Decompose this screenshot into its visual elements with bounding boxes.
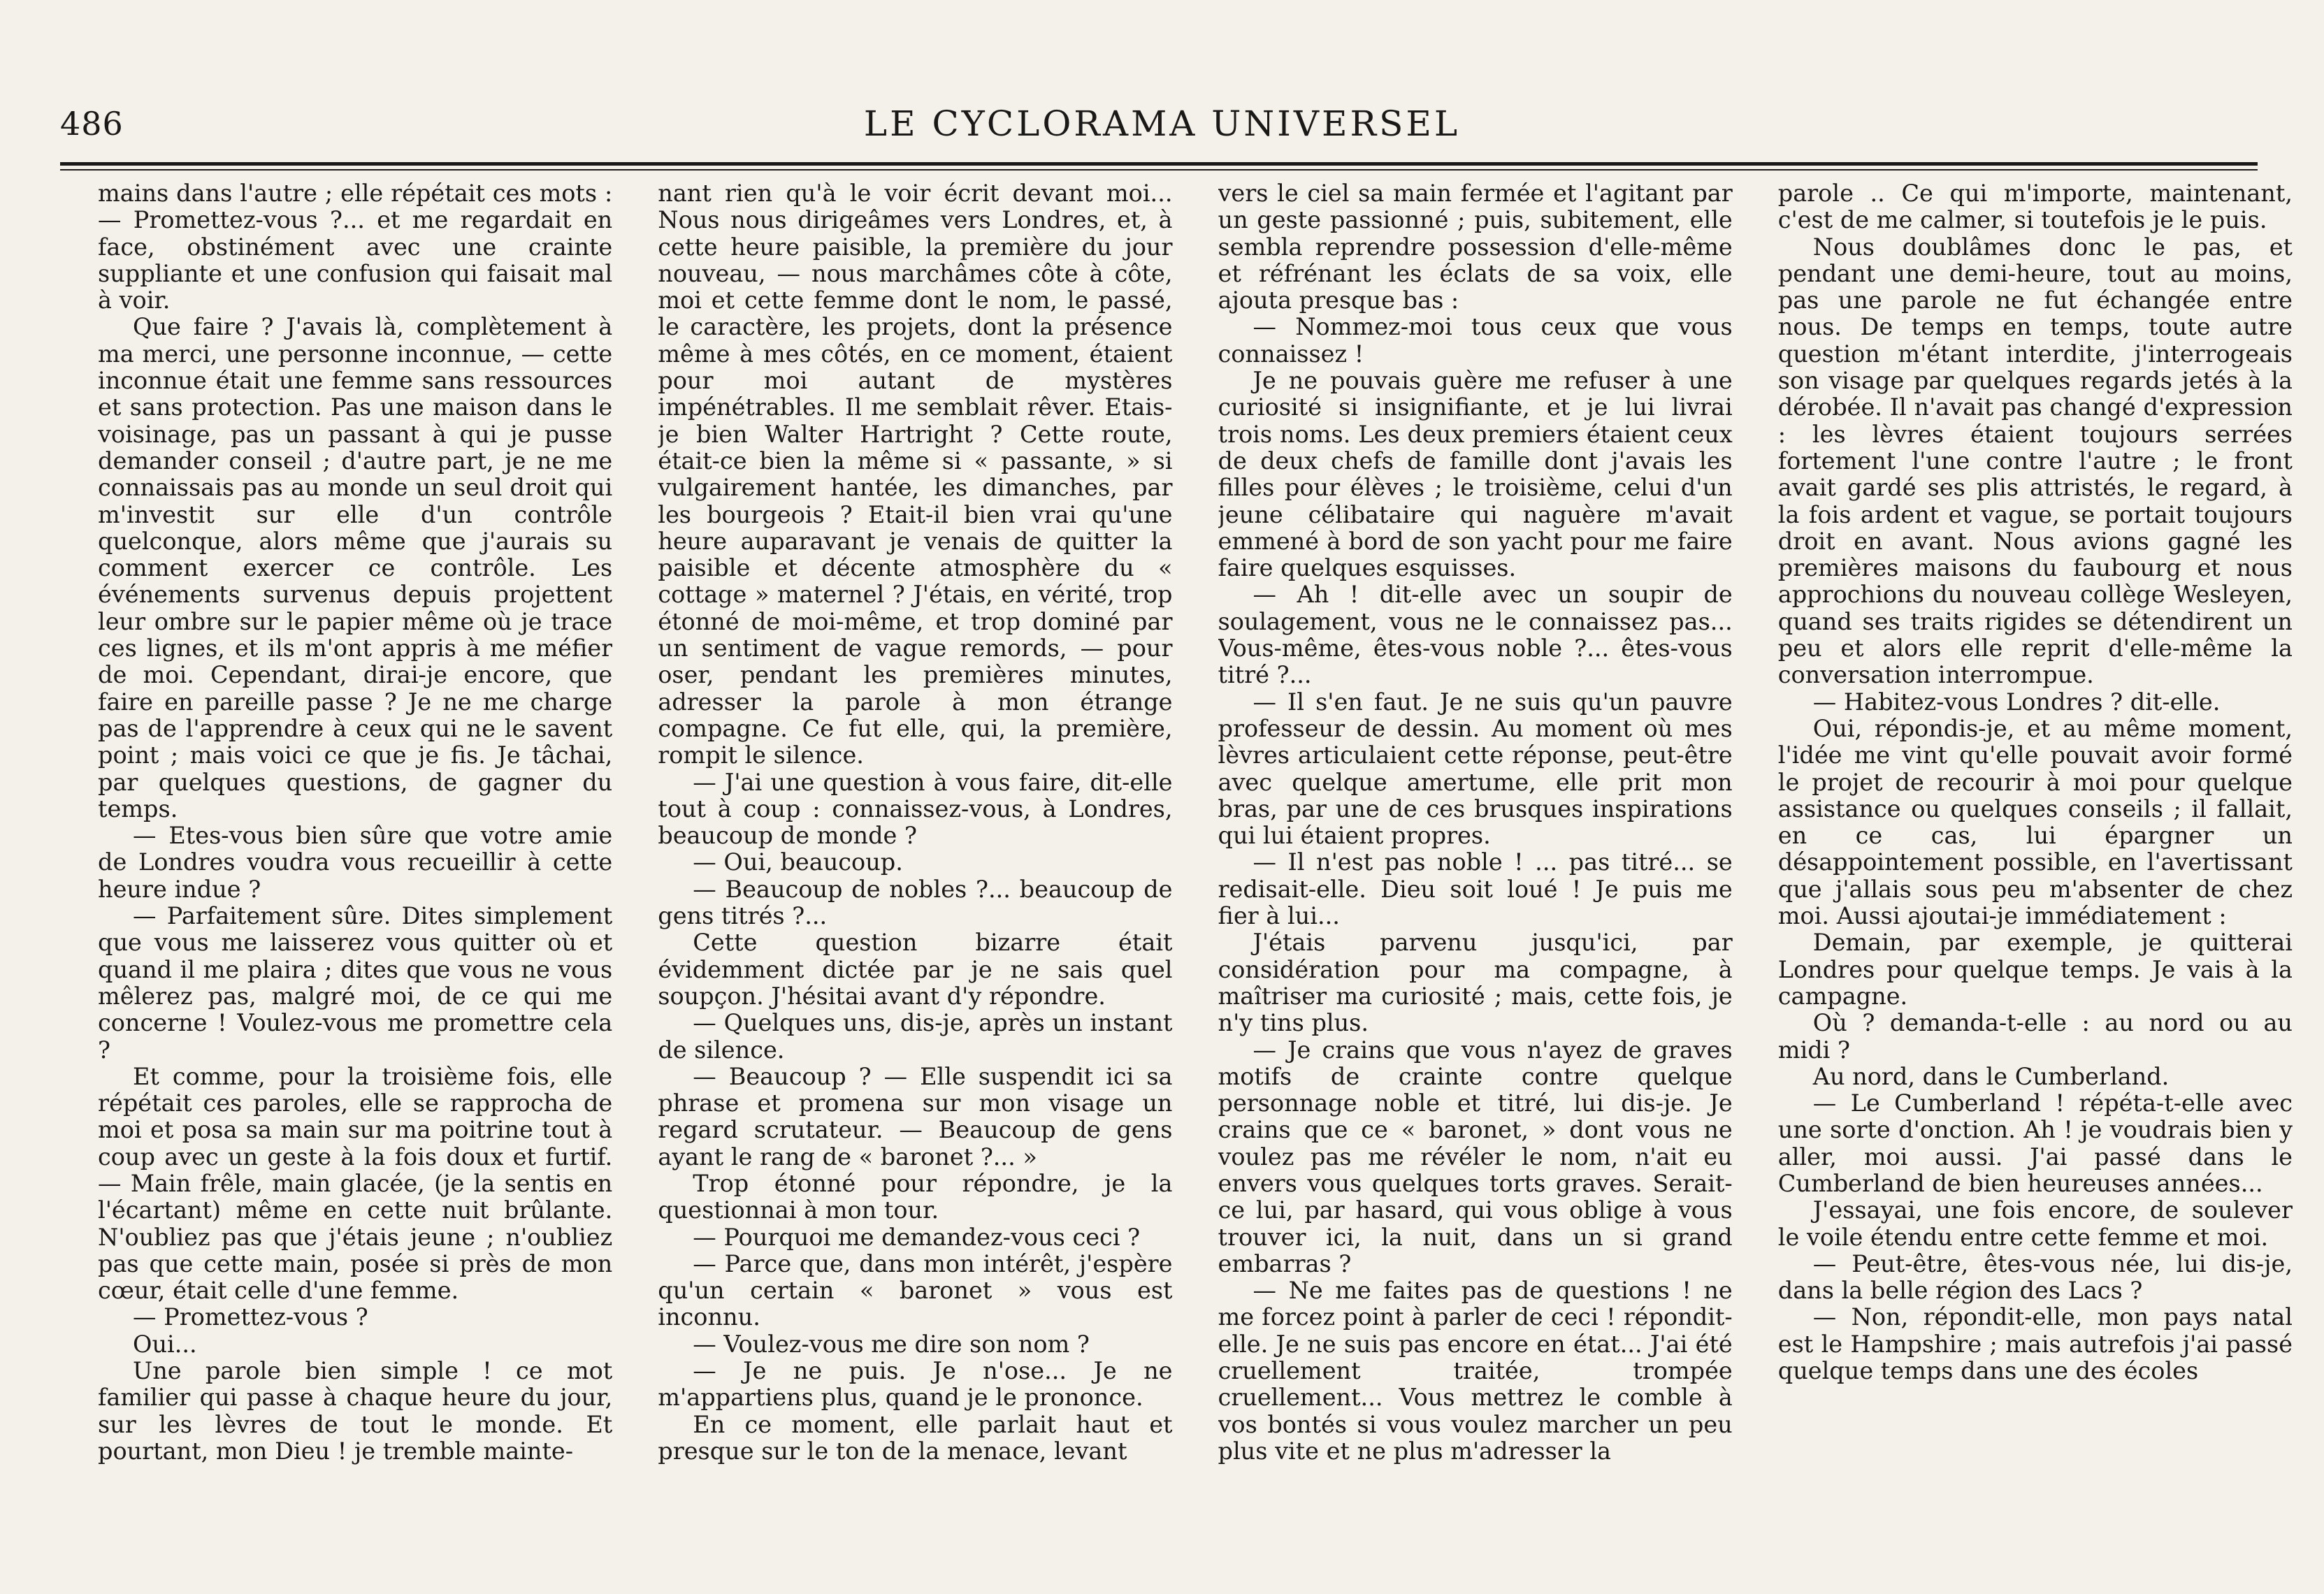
- paragraph: Cette question bizarre était évidemment dictée par je ne sais quel soupçon. J'hésitai avant d'y répondre.: [658, 929, 1173, 1010]
- paragraph: — Il s'en faut. Je ne suis qu'un pauvre professeur de dessin. Au moment où mes lèvres articulaient cette réponse, peut-être avec quelque amertume, elle prit mon bras, par une de ces brusques inspirations qui lui étaient propres.: [1218, 688, 1733, 850]
- column-2: [658, 180, 1172, 1543]
- paragraph: vers le ciel sa main fermée et l'agitant par un geste passionné ; puis, subitement, elle sembla reprendre possession d'elle-même et réfrénant les éclats de sa voix, elle ajouta presque bas :: [1218, 180, 1733, 314]
- paragraph: — Oui, beaucoup.: [693, 848, 903, 876]
- paragraph: — Beaucoup ? — Elle suspendit ici sa phrase et promena sur mon visage un regard scrutateur. — Beaucoup de gens ayant le rang de « baronet ?... »: [658, 1062, 1173, 1171]
- paragraph: Oui...: [133, 1330, 197, 1358]
- paragraph: Nous doublâmes donc le pas, et pendant une demi-heure, tout au moins, pas une parole ne fut échangée entre nous. De temps en temps, toute autre question m'étant interdite, j'interrogeais son visage par quelques regards jetés à la dérobée. Il n'avait pas changé d'expression : les lèvres étaient toujours serrées fortement l'une contre l'autre ; le front avait gardé ses plis attristés, le regard, à la fois ardent et vague, se portait toujours droit en avant. Nous avions gagné les premières maisons du faubourg et nous approchions du nouveau collège Wesleyen, quand ses traits rigides se détendirent un peu et alors elle reprit d'elle-même la conversation interrompue.: [1777, 233, 2293, 689]
- paragraph: — Ah ! dit-elle avec un soupir de soulagement, vous ne le connaissez pas... Vous-même, êtes-vous noble ?... êtes-vous titré ?...: [1218, 581, 1733, 689]
- paragraph: Et comme, pour la troisième fois, elle répétait ces paroles, elle se rapprocha de moi et posa sa main sur ma poitrine tout à coup avec un geste à la fois doux et furtif. — Main frêle, main glacée, (je la sentis en l'écartant) même en cette nuit brûlante. N'oubliez pas que j'étais jeune ; n'oubliez pas que cette main, posée si près de mon cœur, était celle d'une femme.: [98, 1062, 613, 1305]
- paragraph: Que faire ? J'avais là, complètement à ma merci, une personne inconnue, — cette inconnue était une femme sans ressources et sans protection. Pas une maison dans le voisinage, pas un passant à qui je pusse demander conseil ; d'autre part, je ne me connaissais pas au monde un seul droit qui m'investit sur elle d'un contrôle quelconque, alors même que j'aurais su comment exercer ce contrôle. Les événements survenus depuis projettent leur ombre sur le papier même où je trace ces lignes, et ils m'ont appris à me méfier de moi. Cependant, dirai-je encore, que faire en pareille passe ? Je ne me charge pas de l'apprendre à ceux qui ne le savent point ; mais voici ce que je fis. Je tâchai, par quelques questions, de gagner du temps.: [98, 313, 613, 823]
- paragraph: — Je ne puis. Je n'ose... Je ne m'appartiens plus, quand je le prononce.: [658, 1357, 1173, 1412]
- paragraph: — Le Cumberland ! répéta-t-elle avec une sorte d'onction. Ah ! je voudrais bien y aller, moi aussi. J'ai passé dans le Cumberland de bien heureuses années...: [1777, 1089, 2293, 1197]
- paragraph: — Il n'est pas noble ! ... pas titré... se redisait-elle. Dieu soit loué ! Je puis me fier à lui...: [1218, 848, 1733, 930]
- text-columns: [98, 180, 2293, 1543]
- paragraph: J'essayai, une fois encore, de soulever le voile étendu entre cette femme et moi.: [1777, 1196, 2293, 1251]
- paragraph: parole .. Ce qui m'importe, maintenant, c'est de me calmer, si toutefois je le puis.: [1777, 180, 2293, 234]
- paragraph: — Nommez-moi tous ceux que vous connaissez !: [1218, 313, 1733, 368]
- paragraph: Où ? demanda-t-elle : au nord ou au midi ?: [1777, 1009, 2293, 1064]
- paragraph: J'étais parvenu jusqu'ici, par considération pour ma compagne, à maîtriser ma curiosité ; mais, cette fois, je n'y tins plus.: [1218, 929, 1733, 1037]
- paragraph: — Parfaitement sûre. Dites simplement que vous me laisserez vous quitter où et quand il me plaira ; dites que vous ne vous mêlerez pas, malgré moi, de ce qui me concerne ! Voulez-vous me promettre cela ?: [98, 902, 613, 1064]
- paragraph: Au nord, dans le Cumberland.: [1812, 1062, 2170, 1090]
- header-rule-thick: [60, 162, 2258, 166]
- paragraph: — Non, répondit-elle, mon pays natal est le Hampshire ; mais autrefois j'ai passé quelque temps dans une des écoles: [1777, 1303, 2293, 1385]
- paragraph: — Promettez-vous ?: [133, 1303, 368, 1331]
- paragraph: — Habitez-vous Londres ? dit-elle.: [1812, 688, 2221, 716]
- paragraph: En ce moment, elle parlait haut et presque sur le ton de la menace, levant: [658, 1410, 1173, 1465]
- paragraph: — Ne me faites pas de questions ! ne me forcez point à parler de ceci ! répondit-elle. Je ne suis pas encore en état... J'ai été cruellement traitée, trompée cruellement... Vous mettrez le comble à vos bontés si vous voulez marcher un peu plus vite et ne plus m'adresser la: [1218, 1277, 1733, 1465]
- paragraph: nant rien qu'à le voir écrit devant moi... Nous nous dirigeâmes vers Londres, et, à cette heure paisible, la première du jour nouveau, — nous marchâmes côte à côte, moi et cette femme dont le nom, le passé, le caractère, les projets, dont la présence même à mes côtés, en ce moment, étaient pour moi autant de mystères impénétrables. Il me semblait rêver. Etais-je bien Walter Hartright ? Cette route, était-ce bien la même si « passante, » si vulgairement hantée, les dimanches, par les bourgeois ? Etait-il bien vrai qu'une heure auparavant je venais de quitter la paisible et décente atmosphère du « cottage » maternel ? J'étais, en vérité, trop étonné de moi-même, et trop dominé par un sentiment de vague remords, — pour oser, pendant les premières minutes, adresser la parole à mon étrange compagne. Ce fut elle, qui, la première, rompit le silence.: [658, 180, 1173, 769]
- paragraph: Une parole bien simple ! ce mot familier qui passe à chaque heure du jour, sur les lèvres de tout le monde. Et pourtant, mon Dieu ! je tremble mainte-: [98, 1357, 613, 1465]
- paragraph: Je ne pouvais guère me refuser à une curiosité si insignifiante, et je lui livrai trois noms. Les deux premiers étaient ceux de deux chefs de famille dont j'avais les filles pour élèves ; le troisième, celui d'un jeune célibataire qui naguère m'avait emmené à bord de son yacht pour me faire faire quelques esquisses.: [1218, 367, 1733, 582]
- paragraph: mains dans l'autre ; elle répétait ces mots : — Promettez-vous ?... et me regardait en face, obstinément avec une crainte suppliante et une confusion qui faisait mal à voir.: [98, 180, 613, 314]
- column-3: [1218, 180, 1733, 1543]
- paragraph: Trop étonné pour répondre, je la questionnai à mon tour.: [658, 1169, 1173, 1224]
- paragraph: — J'ai une question à vous faire, dit-elle tout à coup : connaissez-vous, à Londres, beaucoup de monde ?: [658, 768, 1173, 850]
- paragraph: Demain, par exemple, je quitterai Londres pour quelque temps. Je vais à la campagne.: [1777, 929, 2293, 1010]
- column-1: [98, 180, 612, 1543]
- paragraph: — Voulez-vous me dire son nom ?: [693, 1330, 1090, 1358]
- running-title: LE CYCLORAMA UNIVERSEL: [863, 103, 1461, 144]
- paragraph: Oui, répondis-je, et au même moment, l'idée me vint qu'elle pouvait avoir formé le projet de recourir à moi pour quelque assistance ou quelques conseils ; il fallait, en ce cas, lui épargner un désappointement possible, en l'avertissant que j'allais sous peu m'absenter de chez moi. Aussi ajoutai-je immédiatement :: [1777, 714, 2293, 930]
- paragraph: — Peut-être, êtes-vous née, lui dis-je, dans la belle région des Lacs ?: [1777, 1249, 2293, 1305]
- page-number: 486: [60, 105, 124, 143]
- paragraph: — Quelques uns, dis-je, après un instant de silence.: [658, 1009, 1173, 1064]
- paragraph: — Etes-vous bien sûre que votre amie de Londres voudra vous recueillir à cette heure indue ?: [98, 822, 613, 903]
- paragraph: — Je crains que vous n'ayez de graves motifs de crainte contre quelque personnage noble et titré, lui dis-je. Je crains que ce « baronet, » dont vous ne voulez pas me révéler le nom, n'ait eu envers vous quelques torts graves. Serait-ce lui, par hasard, qui vous oblige à vous trouver ici, la nuit, dans un si grand embarras ?: [1218, 1036, 1733, 1277]
- paragraph: — Beaucoup de nobles ?... beaucoup de gens titrés ?...: [658, 875, 1173, 930]
- column-4: [1778, 180, 2293, 1543]
- paragraph: — Pourquoi me demandez-vous ceci ?: [693, 1223, 1141, 1251]
- paragraph: — Parce que, dans mon intérêt, j'espère qu'un certain « baronet » vous est inconnu.: [658, 1249, 1173, 1331]
- header-rule-thin: [60, 169, 2258, 171]
